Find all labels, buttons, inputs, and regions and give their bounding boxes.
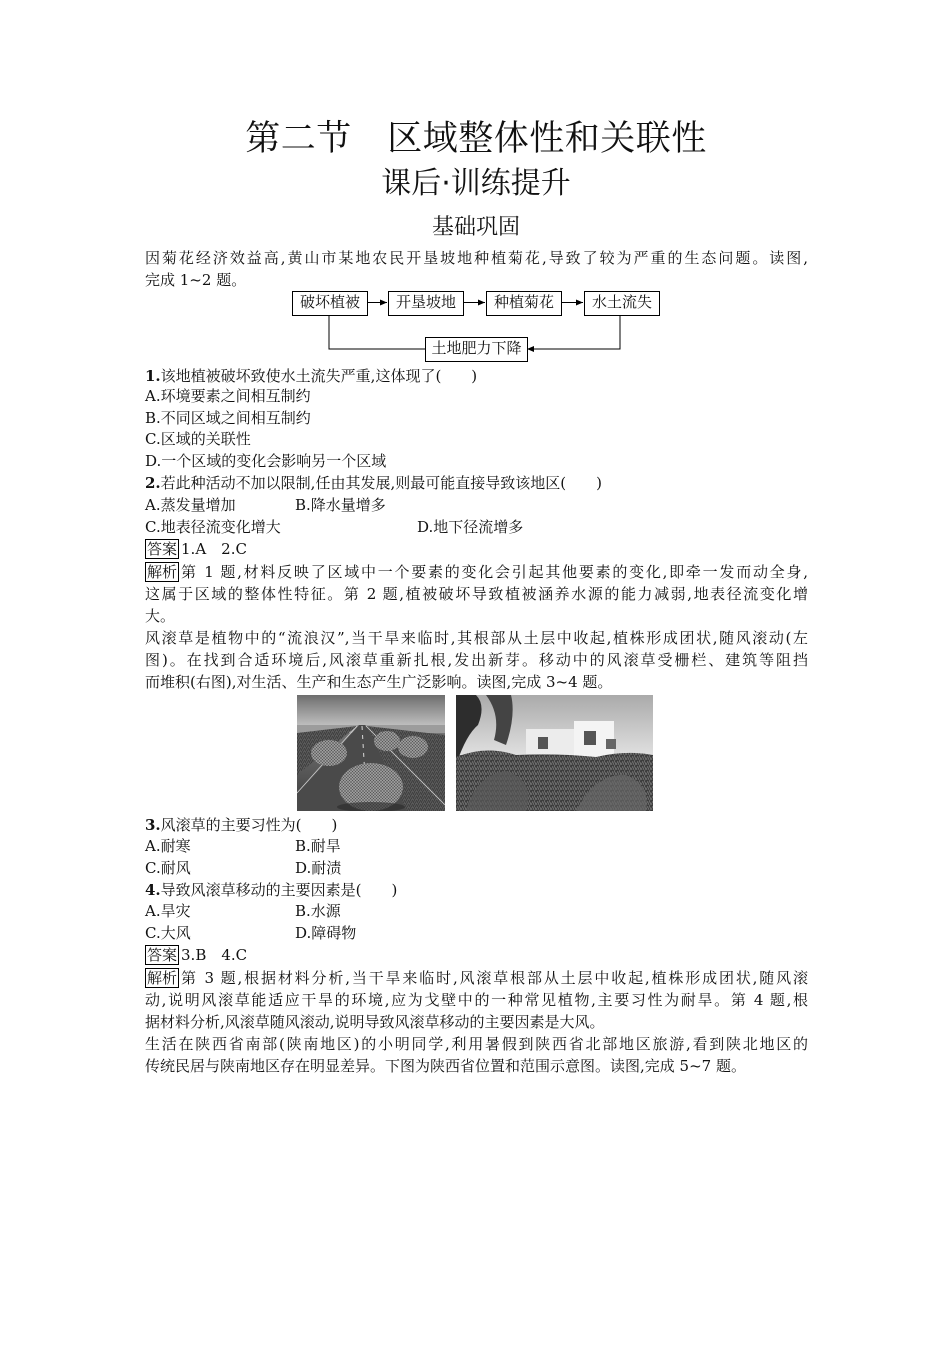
intro-3-line: 生活在陕西省南部(陕南地区)的小明同学,利用暑假到陕西省北部地区旅游,看到陕北地区的 bbox=[145, 1035, 808, 1053]
flow-box-plant-chrysanthemum: 种植菊花 bbox=[486, 291, 562, 316]
tumbleweed-road-photo bbox=[297, 695, 445, 811]
intro-2-line: 风滚草是植物中的“流浪汉”,当干旱来临时,其根部从土层中收起,植株形成团状,随风滚动(左 bbox=[145, 629, 808, 647]
analysis-1-first-line bbox=[145, 561, 808, 583]
answer-text: 1.A 2.C bbox=[181, 540, 247, 558]
section-heading: 基础巩固 bbox=[431, 215, 520, 240]
question-2-option-a: A.蒸发量增加 bbox=[145, 496, 236, 514]
analysis-1-line: 第 1 题,材料反映了区域中一个要素的变化会引起其他要素的变化,即牵一发而动全身, bbox=[181, 563, 808, 581]
page-subtitle: 课后·训练提升 bbox=[381, 166, 571, 201]
question-2-option-b: B.降水量增多 bbox=[295, 496, 386, 514]
intro-2-line: 图)。在找到合适环境后,风滚草重新扎根,发出新芽。移动中的风滚草受栅栏、建筑等阻挡 bbox=[145, 651, 808, 669]
question-1-option-a: A.环境要素之间相互制约 bbox=[145, 387, 311, 405]
intro-3-line: 传统民居与陕南地区存在明显差异。下图为陕西省位置和范围示意图。读图,完成 5~7 题。 bbox=[145, 1057, 746, 1075]
question-text: 风滚草的主要习性为( ) bbox=[160, 816, 338, 834]
analysis-2-line: 动,说明风滚草能适应干旱的环境,应为戈壁中的一种常见植物,主要习性为耐旱。第 4 题,根 bbox=[145, 991, 808, 1009]
question-text: 该地植被破坏致使水土流失严重,这体现了( ) bbox=[160, 367, 478, 385]
analysis-2-line: 第 3 题,根据材料分析,当干旱来临时,风滚草根部从土层中收起,植株形成团状,随风滚 bbox=[181, 969, 808, 987]
question-4-stem bbox=[145, 879, 808, 901]
flow-box-soil-erosion: 水土流失 bbox=[584, 291, 660, 316]
question-3-option-b: B.耐旱 bbox=[295, 837, 341, 855]
question-3-option-d: D.耐渍 bbox=[295, 859, 342, 877]
flow-box-reclaim-slope: 开垦坡地 bbox=[388, 291, 464, 316]
answer-label: 答案 bbox=[147, 946, 178, 964]
question-number: 1. bbox=[145, 367, 161, 385]
page-title: 第二节 区域整体性和关联性 bbox=[245, 119, 707, 159]
question-2-option-d: D.地下径流增多 bbox=[417, 518, 524, 536]
question-1-stem bbox=[145, 365, 808, 387]
question-4-option-b: B.水源 bbox=[295, 902, 341, 920]
flow-arrow bbox=[527, 315, 620, 349]
question-number: 2. bbox=[145, 474, 161, 492]
analysis-2-line: 据材料分析,风滚草随风滚动,说明导致风滚草移动的主要因素是大风。 bbox=[145, 1013, 605, 1031]
flow-diagram bbox=[280, 285, 680, 370]
question-number: 4. bbox=[145, 881, 161, 899]
question-4-option-d: D.障碍物 bbox=[295, 924, 357, 942]
question-3-option-a: A.耐寒 bbox=[145, 837, 191, 855]
question-3-option-c: C.耐风 bbox=[145, 859, 191, 877]
question-2-stem bbox=[145, 472, 808, 494]
question-1-option-d: D.一个区域的变化会影响另一个区域 bbox=[145, 452, 387, 470]
answer-label: 答案 bbox=[147, 540, 178, 558]
question-4-option-a: A.旱灾 bbox=[145, 902, 191, 920]
question-3-stem bbox=[145, 814, 808, 836]
question-1-option-b: B.不同区域之间相互制约 bbox=[145, 409, 311, 427]
intro-2-line: 而堆积(右图),对生活、生产和生态产生广泛影响。读图,完成 3~4 题。 bbox=[145, 673, 613, 691]
analysis-1-line: 大。 bbox=[145, 607, 176, 625]
question-4-option-c: C.大风 bbox=[145, 924, 191, 942]
question-text: 导致风滚草移动的主要因素是( ) bbox=[160, 881, 398, 899]
question-1-option-c: C.区域的关联性 bbox=[145, 430, 251, 448]
analysis-label: 解析 bbox=[147, 969, 178, 987]
analysis-1-line: 这属于区域的整体性特征。第 2 题,植被破坏导致植被涵养水源的能力减弱,地表径流变化增 bbox=[145, 585, 808, 603]
answer-1 bbox=[145, 538, 808, 560]
intro-1-line: 完成 1~2 题。 bbox=[145, 271, 247, 289]
analysis-label: 解析 bbox=[147, 563, 178, 581]
answer-2 bbox=[145, 944, 808, 966]
flow-arrow bbox=[329, 315, 425, 349]
flow-box-destroy-vegetation: 破坏植被 bbox=[292, 291, 368, 316]
answer-text: 3.B 4.C bbox=[181, 946, 248, 964]
question-2-option-c: C.地表径流变化增大 bbox=[145, 518, 281, 536]
tumbleweed-house-photo bbox=[456, 695, 653, 811]
intro-1-line: 因菊花经济效益高,黄山市某地农民开垦坡地种植菊花,导致了较为严重的生态问题。读图, bbox=[145, 249, 808, 267]
question-number: 3. bbox=[145, 816, 161, 834]
flow-box-soil-fertility-decline: 土地肥力下降 bbox=[425, 337, 528, 362]
question-text: 若此种活动不加以限制,任由其发展,则最可能直接导致该地区( ) bbox=[160, 474, 602, 492]
analysis-2-first-line bbox=[145, 967, 808, 989]
